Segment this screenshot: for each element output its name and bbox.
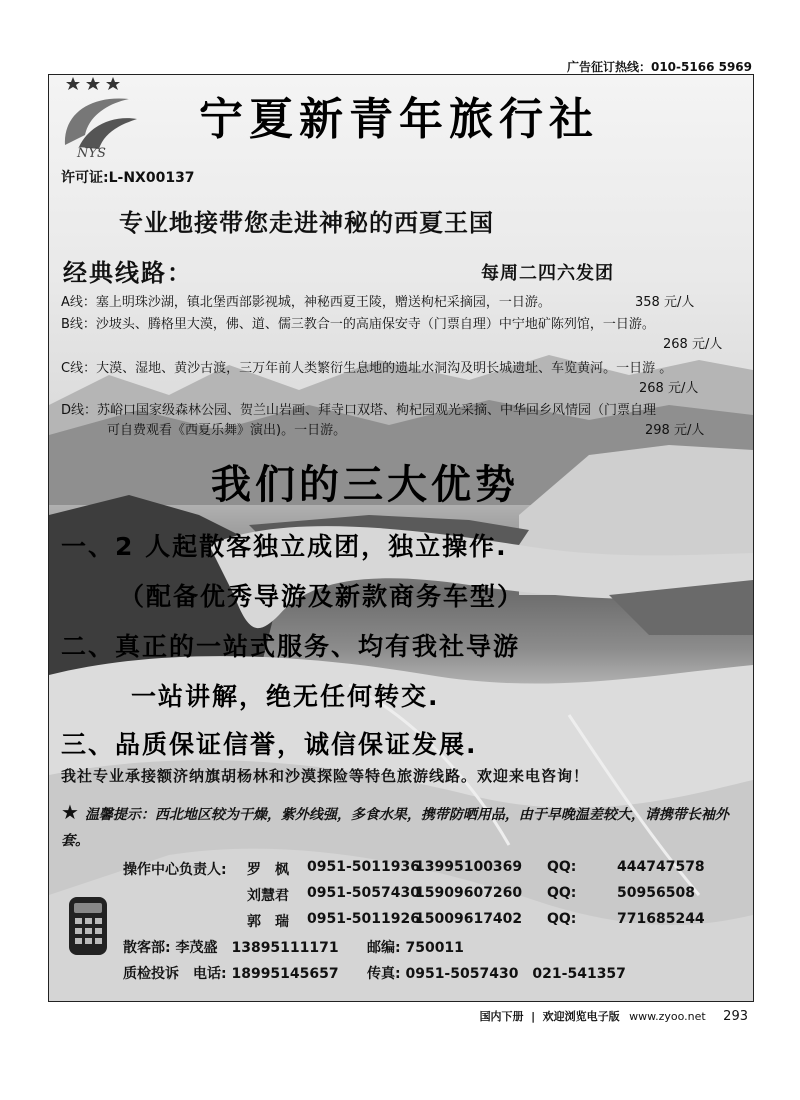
route-b-price: 268 元/人 [663, 337, 723, 352]
contact-qq: 50956508 [617, 885, 695, 901]
contact-qq: 444747578 [617, 859, 705, 875]
ad-hotline: 广告征订热线：010-5166 5969 [566, 60, 752, 74]
travel-tips [61, 799, 745, 854]
headline: 专业地接带您走进神秘的西夏王国 [119, 209, 494, 237]
page-footer [480, 1008, 748, 1024]
route-c [61, 359, 751, 379]
advantage-3: 三、品质保证信誉，诚信保证发展. [61, 730, 478, 759]
special-routes-note: 我社专业承接额济纳旗胡杨林和沙漠探险等特色旅游线路。欢迎来电咨询！ [61, 767, 590, 785]
contact-name: 刘慧君 [247, 888, 289, 904]
advantage-1-detail: （配备优秀导游及新款商务车型） [119, 582, 525, 611]
contact-name: 郭 瑞 [247, 914, 289, 930]
route-d-price: 298 元/人 [645, 423, 705, 438]
route-a-price: 358 元/人 [635, 295, 695, 310]
route-b [61, 315, 751, 335]
contact-phone: 0951-5011936 [307, 859, 420, 875]
contact-mobile: 13995100369 [415, 859, 523, 875]
advantage-2-detail: 一站讲解，绝无任何转交. [131, 682, 440, 711]
route-d-text: D线：苏峪口国家级森林公园、贺兰山岩画、拜寺口双塔、枸杞园观光采摘、中华回乡风情园（门票自理 [61, 403, 657, 418]
advantages-title: 我们的三大优势 [211, 462, 519, 508]
postcode: 邮编: 750011 [367, 940, 464, 956]
agency-title: 宁夏新青年旅行社 [199, 94, 599, 145]
contact-mobile: 15909607260 [415, 885, 523, 901]
contact-phone: 0951-5057430 [307, 885, 420, 901]
route-a [61, 293, 621, 313]
departure-schedule: 每周二四六发团 [481, 263, 614, 284]
contact-name: 罗 枫 [247, 862, 289, 878]
telephone-icon [65, 893, 111, 959]
agency-logo [59, 75, 143, 161]
footer-site: www.zyoo.net [629, 1010, 706, 1023]
route-c-price: 268 元/人 [639, 381, 699, 396]
contact-phone: 0951-5011926 [307, 911, 420, 927]
classic-routes-heading: 经典线路： [63, 259, 193, 287]
complaint-phone: 质检投诉 电话: 18995145657 [123, 966, 339, 982]
tips-text: 温馨提示：西北地区较为干燥，紫外线强，多食水果，携带防晒用品，由于早晚温差较大，请携带长袖外套。 [61, 807, 729, 849]
page-number: 293 [723, 1009, 748, 1024]
route-b-text: B线：沙坡头、腾格里大漠，佛、道、儒三教合一的高庙保安寺（门票自理）中宁地矿陈列馆，一日游。 [61, 317, 655, 332]
star-icon: ★ [61, 800, 79, 824]
contact-qq-label: QQ: [547, 859, 577, 875]
contact-qq: 771685244 [617, 911, 705, 927]
contact-mobile: 15009617402 [415, 911, 523, 927]
advantage-1: 一、2 人起散客独立成团，独立操作. [61, 532, 508, 561]
svg-text:NYS: NYS [77, 146, 106, 161]
footer-separator: | [531, 1010, 536, 1023]
route-a-text: A线：塞上明珠沙湖，镇北堡西部影视城，神秘西夏王陵，赠送枸杞采摘园，一日游。 [61, 295, 551, 310]
retail-department: 散客部: 李茂盛 13895111171 [123, 940, 339, 956]
route-d [61, 401, 751, 421]
ops-center-label: 操作中心负责人: [123, 862, 227, 878]
fax: 传真: 0951-5057430 021-541357 [367, 966, 626, 982]
route-d-continued: 可自费观看《西夏乐舞》演出)。一日游。 [107, 423, 347, 438]
contact-qq-label: QQ: [547, 885, 577, 901]
advantage-2: 二、真正的一站式服务、均有我社导游 [61, 632, 521, 661]
footer-slogan: 欢迎浏览电子版 [542, 1010, 620, 1023]
advertisement-panel [48, 74, 754, 1002]
footer-section: 国内下册 [479, 1010, 524, 1023]
route-c-text: C线：大漠、湿地、黄沙古渡，三万年前人类繁衍生息地的遗址水洞沟及明长城遗址、车览黄河。一日游 。 [61, 361, 673, 376]
contact-qq-label: QQ: [547, 911, 577, 927]
license-number: 许可证:L-NX00137 [61, 170, 195, 186]
